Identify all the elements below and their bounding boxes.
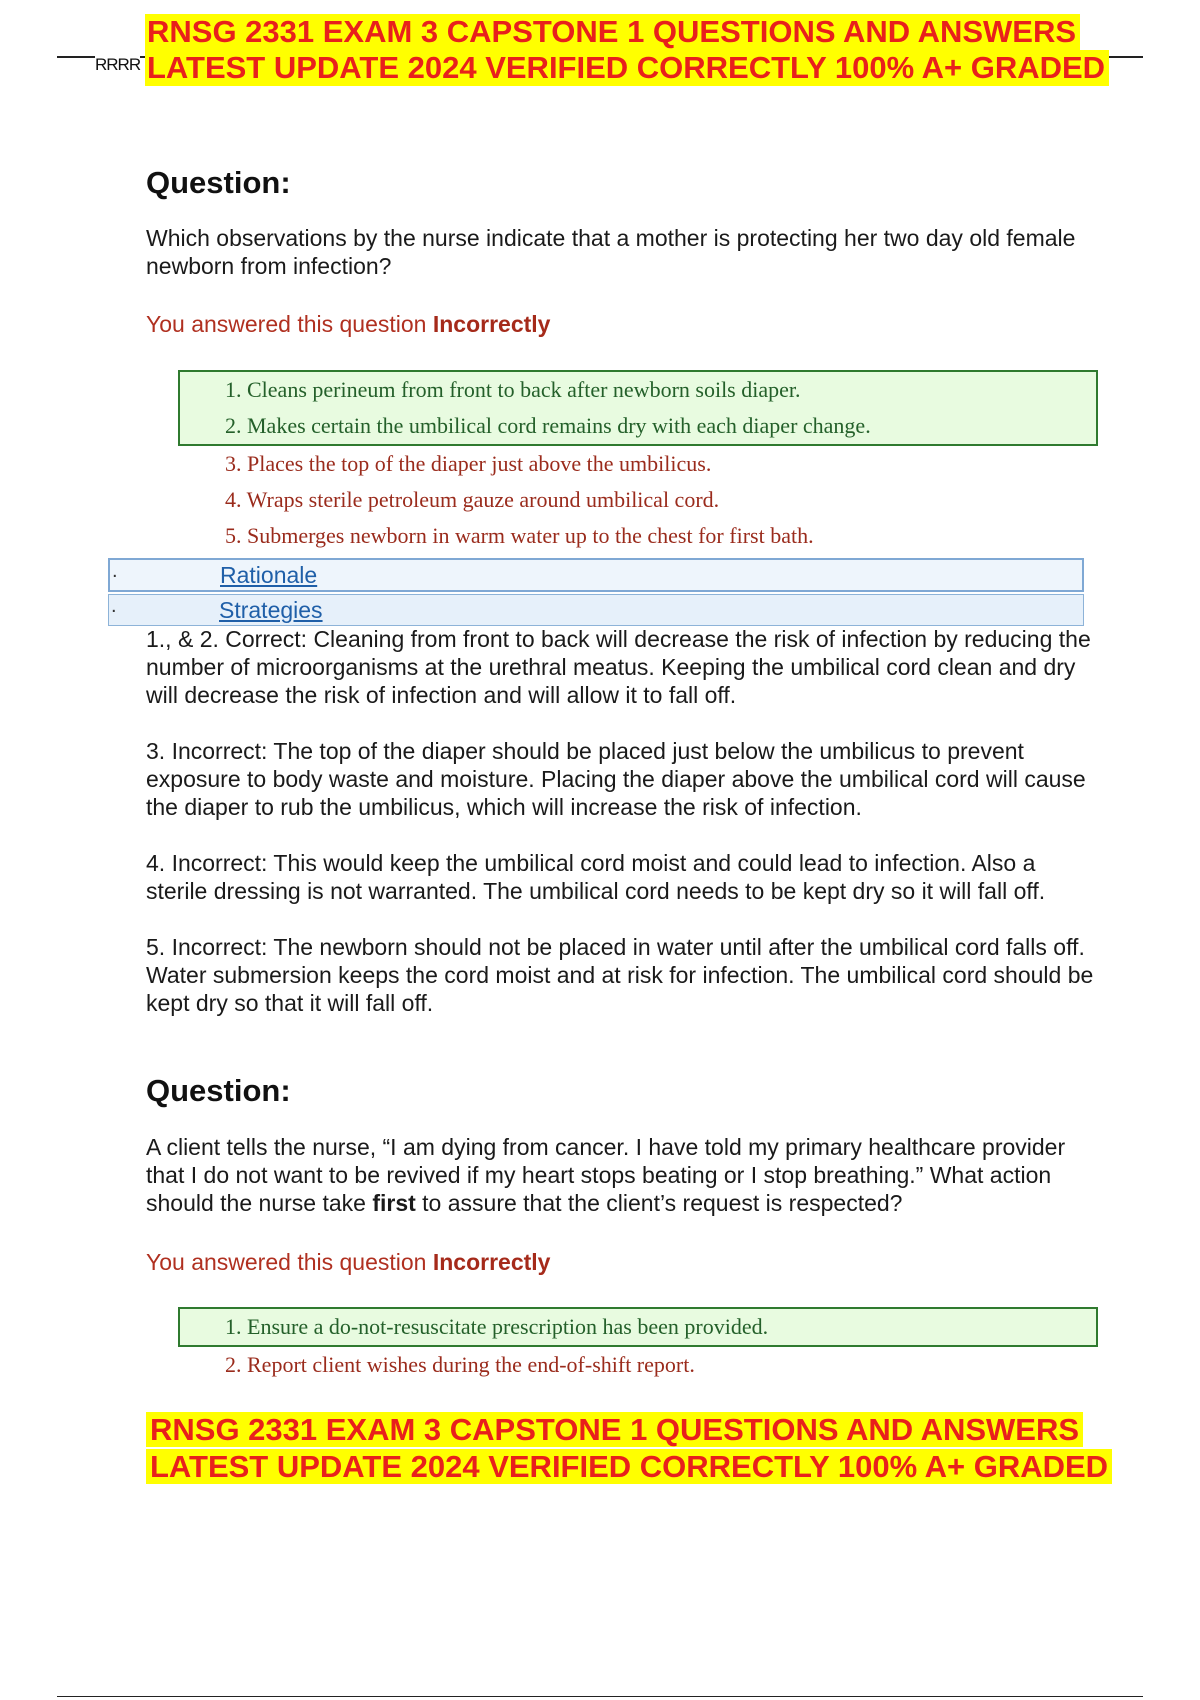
rationale-paragraph: 5. Incorrect: The newborn should not be placed in water until after the umbilical cord falls off. Water submersion keeps the cord moist and at risk for infection. The umbilical cord should be kept dry so that it will fall off.: [146, 934, 1094, 1016]
answer-status: You answered this question Incorrectly: [146, 311, 551, 337]
question-heading: Question:: [146, 165, 291, 200]
emphasis-first: first: [372, 1190, 416, 1216]
rationale-paragraph: 1., & 2. Correct: Cleaning from front to back will decrease the risk of infection by reducing the number of microorganisms at the urethral meatus. Keeping the umbilical cord clean and dry will decrease the risk of infection and will allow it to fall off.: [146, 626, 1091, 708]
header-mark: RRRR: [95, 55, 141, 74]
document-title: [145, 14, 1109, 86]
option-1[interactable]: 1. Cleans perineum from front to back after newborn soils diaper.: [225, 377, 801, 402]
correct-answers-box: [178, 1307, 1098, 1347]
answer-result: Incorrectly: [432, 311, 551, 337]
question-heading: Question:: [146, 1073, 291, 1108]
question-text: A client tells the nurse, “I am dying from cancer. I have told my primary healthcare provider that I do not want to be revived if my heart stops beating or I stop breathing.” What action should the nurse take first to assure that the client’s request is respected?: [146, 1134, 1066, 1216]
answer-status: You answered this question Incorrectly: [146, 1249, 551, 1275]
question-text: Which observations by the nurse indicate that a mother is protecting her two day old female newborn from infection?: [146, 225, 1076, 279]
option-2[interactable]: 2. Report client wishes during the end-of-shift report.: [225, 1352, 695, 1377]
tab-rationale[interactable]: [108, 558, 1084, 592]
footer-rule: [57, 1696, 1143, 1697]
title-line-1: RNSG 2331 EXAM 3 CAPSTONE 1 QUESTIONS AND ANSWERS: [145, 14, 1080, 50]
question-1: [146, 165, 1096, 201]
explanation-tabs: [108, 558, 1084, 628]
footer-title-text: RNSG 2331 EXAM 3 CAPSTONE 1 QUESTIONS AND ANSWERS LATEST UPDATE 2024 VERIFIED CORRECTLY 100% A+ GRADED: [146, 1412, 1112, 1484]
option-4[interactable]: 4. Wraps sterile petroleum gauze around umbilical cord.: [225, 487, 720, 512]
option-1[interactable]: 1. Ensure a do-not-resuscitate prescription has been provided.: [225, 1314, 769, 1339]
option-3[interactable]: 3. Places the top of the diaper just above the umbilicus.: [225, 451, 712, 476]
tab-bullet: .: [112, 560, 118, 582]
option-5[interactable]: 5. Submerges newborn in warm water up to the chest for first bath.: [225, 523, 814, 548]
answer-result: Incorrectly: [432, 1249, 551, 1275]
answer-options: [178, 370, 1098, 554]
rationale-paragraph: 4. Incorrect: This would keep the umbilical cord moist and could lead to infection. Also a sterile dressing is not warranted. The umbilical cord needs to be kept dry so it will fall off.: [146, 850, 1046, 904]
tab-strategies-label[interactable]: Strategies: [219, 597, 323, 623]
tab-bullet: .: [111, 595, 117, 617]
footer-title: [146, 1411, 1126, 1485]
answer-options: [178, 1307, 1098, 1383]
option-2[interactable]: 2. Makes certain the umbilical cord remains dry with each diaper change.: [225, 413, 871, 438]
tab-strategies[interactable]: [108, 594, 1084, 626]
question-2: [146, 1073, 1096, 1109]
rationale-text: [146, 625, 1096, 1045]
correct-answers-box: [178, 370, 1098, 446]
tab-rationale-label[interactable]: Rationale: [220, 562, 318, 588]
rationale-paragraph: 3. Incorrect: The top of the diaper should be placed just below the umbilicus to prevent exposure to body waste and moisture. Placing the diaper above the umbilical cord will cause the diaper to rub the umbilicus, which will increase the risk of infection.: [146, 738, 1086, 820]
title-line-2: LATEST UPDATE 2024 VERIFIED CORRECTLY 100% A+ GRADED: [145, 50, 1109, 86]
